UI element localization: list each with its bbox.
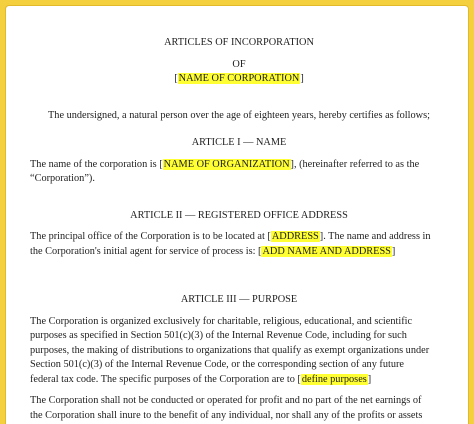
article-1-text-before: The name of the corporation is [ bbox=[30, 158, 163, 170]
article-2-text bbox=[30, 230, 448, 259]
article-3-last-line-before: federal tax code. The specific purposes of the Corporation are to [ bbox=[30, 373, 301, 385]
organization-name-placeholder[interactable]: NAME OF ORGANIZATION bbox=[163, 158, 290, 170]
article-3-line: purposes, the making of distributions to organizations that qualify as exempt organizations under bbox=[30, 344, 430, 356]
article-2-text-before: The principal office of the Corporation is to be located at [ bbox=[30, 231, 271, 242]
closing-paragraph bbox=[30, 394, 448, 423]
agent-name-address-placeholder[interactable]: ADD NAME AND ADDRESS bbox=[262, 245, 391, 257]
article-1-text-line2: “Corporation”). bbox=[30, 173, 95, 184]
article-2-heading: ARTICLE II — REGISTERED OFFICE ADDRESS bbox=[130, 209, 348, 221]
article-2-text-middle: ]. The name and address in bbox=[319, 231, 431, 242]
document-frame bbox=[6, 6, 468, 424]
closing-line: The Corporation shall not be conducted or operated for profit and no part of the net earnings of bbox=[30, 395, 422, 406]
article-3-last-line-after: ] bbox=[367, 373, 372, 385]
corporation-name-line bbox=[30, 72, 448, 87]
bracket-close: ] bbox=[300, 73, 304, 84]
article-2-text-line2-after: ] bbox=[391, 245, 396, 257]
document-title: ARTICLES OF INCORPORATION bbox=[164, 37, 314, 48]
article-1-heading: ARTICLE I — NAME bbox=[191, 137, 287, 148]
article-2-text-line2: the Corporation's initial agent for service of process is: [ bbox=[30, 245, 262, 257]
closing-line: the Corporation shall inure to the benefit of any individual, nor shall any of the profits or assets bbox=[30, 409, 423, 421]
purposes-placeholder[interactable]: define purposes bbox=[301, 373, 367, 385]
article-3-line: purposes as specified in Section 501(c)(3) of the Internal Revenue Code, including for such bbox=[30, 330, 407, 341]
intro-text: The undersigned, a natural person over the age of eighteen years, hereby certifies as follows; bbox=[48, 109, 430, 121]
bracket-open: [ bbox=[174, 73, 178, 84]
corporation-name-placeholder[interactable]: NAME OF CORPORATION bbox=[178, 73, 300, 84]
article-1-text bbox=[30, 158, 448, 187]
article-1-text-after: ], (hereinafter referred to as the bbox=[290, 158, 420, 170]
article-3-heading: ARTICLE III — PURPOSE bbox=[180, 294, 298, 305]
article-3-line: Section 501(c)(3) of the Internal Revenue Code, or the corresponding section of any future bbox=[30, 359, 404, 370]
document-title-of: OF bbox=[232, 58, 246, 70]
article-3-text bbox=[30, 315, 448, 388]
address-placeholder[interactable]: ADDRESS bbox=[271, 231, 319, 242]
article-3-line: The Corporation is organized exclusively for charitable, religious, educational, and scientific bbox=[30, 315, 413, 327]
document-page bbox=[30, 36, 448, 423]
